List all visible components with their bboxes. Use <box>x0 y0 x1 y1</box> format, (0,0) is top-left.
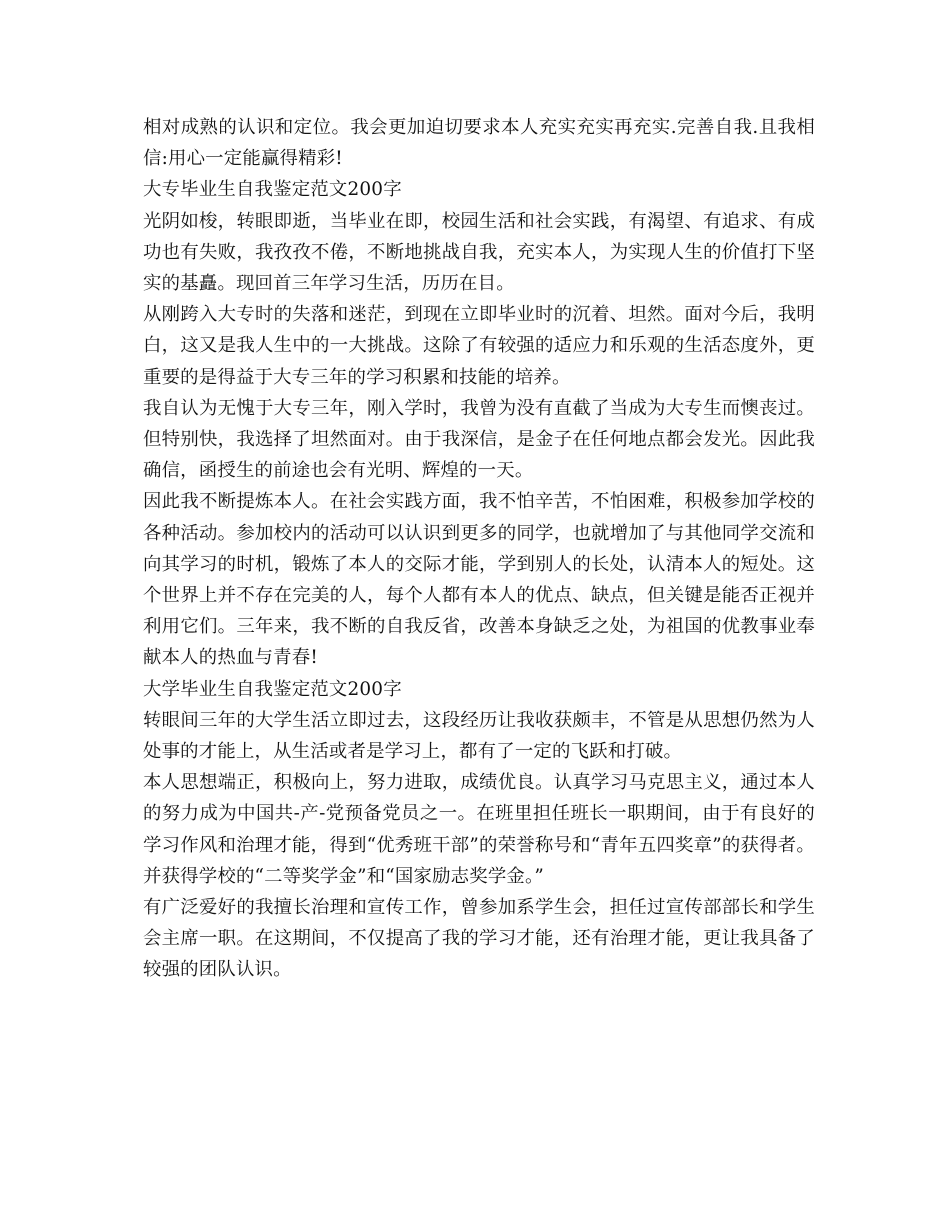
paragraph: 相对成熟的认识和定位。我会更加迫切要求本人充实充实再充实.完善自我.且我相信:用心一定能赢得精彩! <box>143 117 815 170</box>
paragraph: 因此我不断提炼本人。在社会实践方面，我不怕辛苦，不怕困难，积极参加学校的各种活动。参加校内的活动可以认识到更多的同学，也就增加了与其他同学交流和向其学习的时机，锻炼了本人的交际才能，学到别人的长处，认清本人的短处。这个世界上并不存在完美的人，每个人都有本人的优点、缺点，但关键是能否正视并利用它们。三年来，我不断的自我反省，改善本身缺乏之处，为祖国的优教事业奉献本人的热血与青春! <box>143 491 815 669</box>
paragraph: 本人思想端正，积极向上，努力进取，成绩优良。认真学习马克思主义，通过本人的努力成为中国共-产-党预备党员之一。在班里担任班长一职期间，由于有良好的学习作风和治理才能，得到“优秀班干部”的荣誉称号和“青年五四奖章”的获得者。并获得学校的“二等奖学金”和“国家励志奖学金。” <box>143 772 815 887</box>
paragraph: 从刚跨入大专时的失落和迷茫，到现在立即毕业时的沉着、坦然。面对今后，我明白，这又是我人生中的一大挑战。这除了有较强的适应力和乐观的生活态度外，更重要的是得益于大专三年的学习积累和技能的培养。 <box>143 304 815 388</box>
paragraph: 光阴如梭，转眼即逝，当毕业在即，校园生活和社会实践，有渴望、有追求、有成功也有失败，我孜孜不倦，不断地挑战自我，充实本人，为实现人生的价值打下坚实的基矗。现回首三年学习生活，历历在目。 <box>143 210 815 295</box>
paragraph: 转眼间三年的大学生活立即过去，这段经历让我收获颇丰，不管是从思想仍然为人处事的才能上，从生活或者是学习上，都有了一定的飞跃和打破。 <box>143 709 815 763</box>
section-heading: 大专毕业生自我鉴定范文200字 <box>143 179 402 201</box>
section-heading: 大学毕业生自我鉴定范文200字 <box>143 678 402 700</box>
document-body <box>143 112 815 986</box>
paragraph: 有广泛爱好的我擅长治理和宣传工作，曾参加系学生会，担任过宣传部部长和学生会主席一职。在这期间，不仅提高了我的学习才能，还有治理才能，更让我具备了较强的团队认识。 <box>143 897 815 981</box>
paragraph: 我自认为无愧于大专三年，刚入学时，我曾为没有直截了当成为大专生而懊丧过。但特别快，我选择了坦然面对。由于我深信，是金子在任何地点都会发光。因此我确信，函授生的前途也会有光明、辉煌的一天。 <box>143 397 815 482</box>
